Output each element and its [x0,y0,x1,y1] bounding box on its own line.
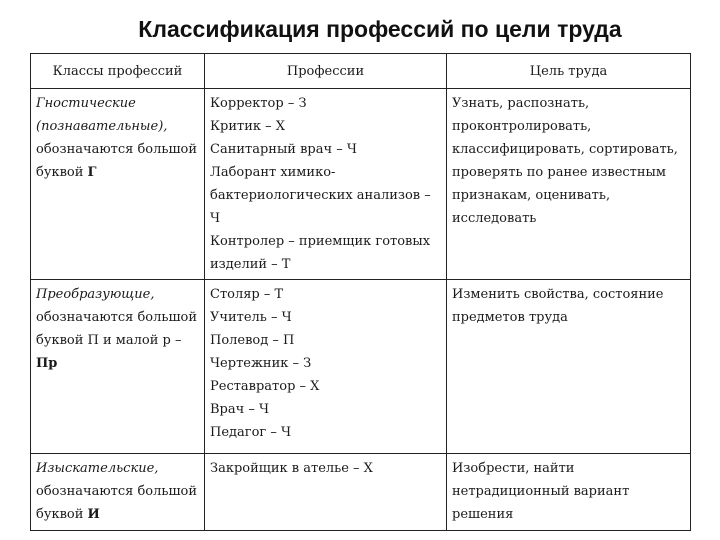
class-cell [31,89,205,280]
class-description: обозначаются большой [36,310,198,325]
profession-item: изделий – Т [210,257,291,272]
page-title: Классификация профессий по цели труда [138,16,622,42]
class-name: (познавательные), [36,119,168,134]
profession-item: Корректор – З [210,96,307,111]
class-letter: И [87,507,100,522]
goal-line: нетрадиционный вариант [452,484,630,499]
goal-line: проверять по ранее известным [452,165,666,180]
profession-item: Санитарный врач – Ч [210,142,357,157]
goal-line: признакам, оценивать, [452,188,611,203]
professions-cell [205,280,447,454]
goal-line: классифицировать, сортировать, [452,142,678,157]
goal-line: проконтролировать, [452,119,592,134]
profession-item: Контролер – приемщик готовых [210,234,431,249]
profession-item: бактериологических анализов – Ч [210,188,431,226]
goal-cell [447,454,691,531]
profession-item: Учитель – Ч [210,310,292,325]
goal-line: Изменить свойства, состояние [452,287,664,302]
header-professions: Профессии [205,54,447,89]
class-letter: Г [87,165,97,180]
goal-line: исследовать [452,211,537,226]
profession-item: Врач – Ч [210,402,270,417]
goal-line: решения [452,507,514,522]
profession-item: Лаборант химико- [210,165,336,180]
class-cell [31,280,205,454]
goal-cell [447,89,691,280]
table-header-row [31,54,691,89]
profession-item: Закройщик в ателье – Х [210,461,373,476]
profession-item: Педагог – Ч [210,425,292,440]
profession-item: Критик – Х [210,119,286,134]
professions-cell [205,454,447,531]
profession-item: Чертежник – З [210,356,312,371]
class-name: Изыскательские, [36,461,159,476]
goal-line: предметов труда [452,310,568,325]
class-name: Гностические [36,96,136,111]
profession-item: Реставратор – Х [210,379,320,394]
class-name: Преобразующие, [36,287,155,302]
class-description: буквой П и малой р – [36,333,182,348]
profession-item: Столяр – Т [210,287,284,302]
class-letter: Пр [36,356,58,371]
class-description: буквой И [36,507,100,522]
class-description: обозначаются большой [36,142,198,157]
header-classes: Классы профессий [31,54,205,89]
table-row [31,454,691,531]
classification-table [30,53,691,531]
table-row [31,89,691,280]
professions-cell [205,89,447,280]
goal-line: Узнать, распознать, [452,96,590,111]
header-goal: Цель труда [447,54,691,89]
class-description: обозначаются большой [36,484,198,499]
profession-item: Полевод – П [210,333,295,348]
goal-line: Изобрести, найти [452,461,575,476]
table-row [31,280,691,454]
class-description [36,352,198,375]
class-description: буквой Г [36,165,97,180]
goal-cell [447,280,691,454]
class-cell [31,454,205,531]
